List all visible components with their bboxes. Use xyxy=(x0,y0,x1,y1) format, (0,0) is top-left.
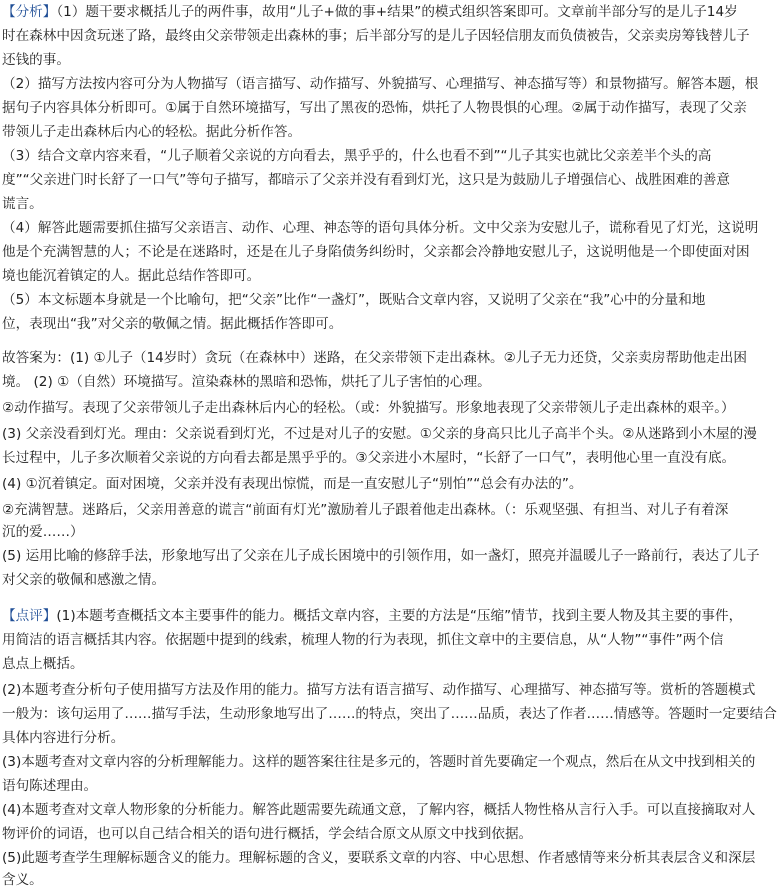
answer-line: (3) 父亲没看到灯光。理由：父亲说看到灯光，不过是对儿子的安慰。①父亲的身高只比儿子高半个头。②从迷路到小木屋的漫 xyxy=(2,426,757,442)
analysis-line: 时在森林中因贪玩迷了路，最终由父亲带领走出森林的事；后半部分写的是儿子因轻信朋友而负债被告，父亲卖房筹钱替儿子 xyxy=(2,28,750,44)
analysis-line: 【分析】（1）题干要求概括儿子的两件事，故用“儿子+做的事+结果”的模式组织答案即可。文章前半部分写的是儿子14岁 xyxy=(2,4,738,20)
answer-line: 长过程中，儿子多次顺着父亲说的方向看去都是黑乎乎的。③父亲进小木屋时，“长舒了一口气”，表明他心里一直没有底。 xyxy=(2,450,736,466)
analysis-line: 谎言。 xyxy=(2,196,43,212)
comment-label: 【点评】 xyxy=(2,608,57,624)
analysis-label: 【分析】 xyxy=(2,4,57,20)
answer-line: 对父亲的敬佩和感激之情。 xyxy=(2,572,166,588)
analysis-line: （2）描写方法按内容可分为人物描写（语言描写、动作描写、外貌描写、心理描写、神态描写等）和景物描写。解答本题，根 xyxy=(2,76,759,92)
analysis-line: 他是个充满智慧的人；不论是在迷路时，还是在儿子身陷债务纠纷时，父亲都会冷静地安慰儿子，这说明他是一个即使面对困 xyxy=(2,244,750,260)
comment-line: 含义。 xyxy=(2,872,43,888)
comment-line: (2)本题考查分析句子使用描写方法及作用的能力。描写方法有语言描写、动作描写、心理描写、神态描写等。赏析的答题模式 xyxy=(2,682,756,698)
comment-line: 息点上概括。 xyxy=(2,656,84,672)
answer-line: 境。 (2) ①（自然）环境描写。渲染森林的黑暗和恐怖，烘托了儿子害怕的心理。 xyxy=(2,374,491,390)
analysis-line: （4）解答此题需要抓住描写父亲语言、动作、心理、神态等的语句具体分析。文中父亲为安慰儿子，谎称看见了灯光，这说明 xyxy=(2,220,759,236)
comment-line: 语句陈述理由。 xyxy=(2,778,98,794)
analysis-line: 度”“父亲进门时长舒了一口气”等句子描写，都暗示了父亲并没有看到灯光，这只是为鼓励儿子增强信心、战胜困难的善意 xyxy=(2,172,730,188)
answer-line: ②充满智慧。迷路后，父亲用善意的谎言“前面有灯光”激励着儿子跟着他走出森林。（：乐观坚强、有担当、对儿子有着深 xyxy=(2,502,729,518)
analysis-line: 境也能沉着镇定的人。据此总结作答即可。 xyxy=(2,268,261,284)
answer-line: 故答案为：(1) ①儿子（14岁时）贪玩（在森林中）迷路，在父亲带领下走出森林。②儿子无力还贷，父亲卖房帮助他走出困 xyxy=(2,350,747,366)
comment-line: 物评价的词语，也可以自己结合相关的语句进行概括，学会结合原文从原文中找到依据。 xyxy=(2,826,533,842)
comment-line: 用简洁的语言概括其内容。依据题中提到的线索，梳理人物的行为表现，抓住文章中的主要信息，从“人物”“事件”两个信 xyxy=(2,632,724,648)
comment-line: (4)本题考查对文章人物形象的分析能力。解答此题需要先疏通文意，了解内容，概括人物性格从言行入手。可以直接摘取对人 xyxy=(2,802,756,818)
analysis-line: （5）本文标题本身就是一个比喻句，把“父亲”比作“一盏灯”，既贴合文章内容，又说明了父亲在“我”心中的分量和地 xyxy=(2,292,706,308)
analysis-line: （3）结合文章内容来看，“儿子顺着父亲说的方向看去，黑乎乎的，什么也看不到”“儿子其实也就比父亲差半个头的高 xyxy=(2,148,712,164)
analysis-line: 据句子内容具体分析即可。①属于自然环境描写，写出了黑夜的恐怖，烘托了人物畏惧的心理。②属于动作描写，表现了父亲 xyxy=(2,100,747,116)
analysis-line: 还钱的事。 xyxy=(2,52,70,68)
answer-line: (4) ①沉着镇定。面对困境，父亲并没有表现出惊慌，而是一直安慰儿子“别怕”“总会有办法的”。 xyxy=(2,476,583,492)
analysis-line: 位，表现出“我”对父亲的敬佩之情。据此概括作答即可。 xyxy=(2,316,343,332)
comment-line: 【点评】(1)本题考查概括文本主要事件的能力。概括文章内容，主要的方法是“压缩”情节，找到主要人物及其主要的事件， xyxy=(2,608,743,624)
analysis-line: 带领儿子走出森林后内心的轻松。据此分析作答。 xyxy=(2,124,302,140)
comment-line: 一般为：该句运用了……描写手法，生动形象地写出了……的特点，突出了……品质，表达了作者……情感等。答题时一定要结合 xyxy=(2,706,777,722)
answer-line: ②动作描写。表现了父亲带领儿子走出森林后内心的轻松。（或：外貌描写。形象地表现了父亲带领儿子走出森林的艰辛。） xyxy=(2,400,735,416)
comment-line: (3)本题考查对文章内容的分析理解能力。这样的题答案往往是多元的，答题时首先要确定一个观点，然后在从文中找到相关的 xyxy=(2,754,756,770)
answer-line: 沉的爱……） xyxy=(2,524,84,540)
comment-line: 具体内容进行分析。 xyxy=(2,730,125,746)
comment-line: (5)此题考查学生理解标题含义的能力。理解标题的含义，要联系文章的内容、中心思想、作者感情等来分析其表层含义和深层 xyxy=(2,850,756,866)
answer-line: (5) 运用比喻的修辞手法，形象地写出了父亲在儿子成长困境中的引领作用，如一盏灯，照亮并温暖儿子一路前行，表达了儿子 xyxy=(2,548,760,564)
